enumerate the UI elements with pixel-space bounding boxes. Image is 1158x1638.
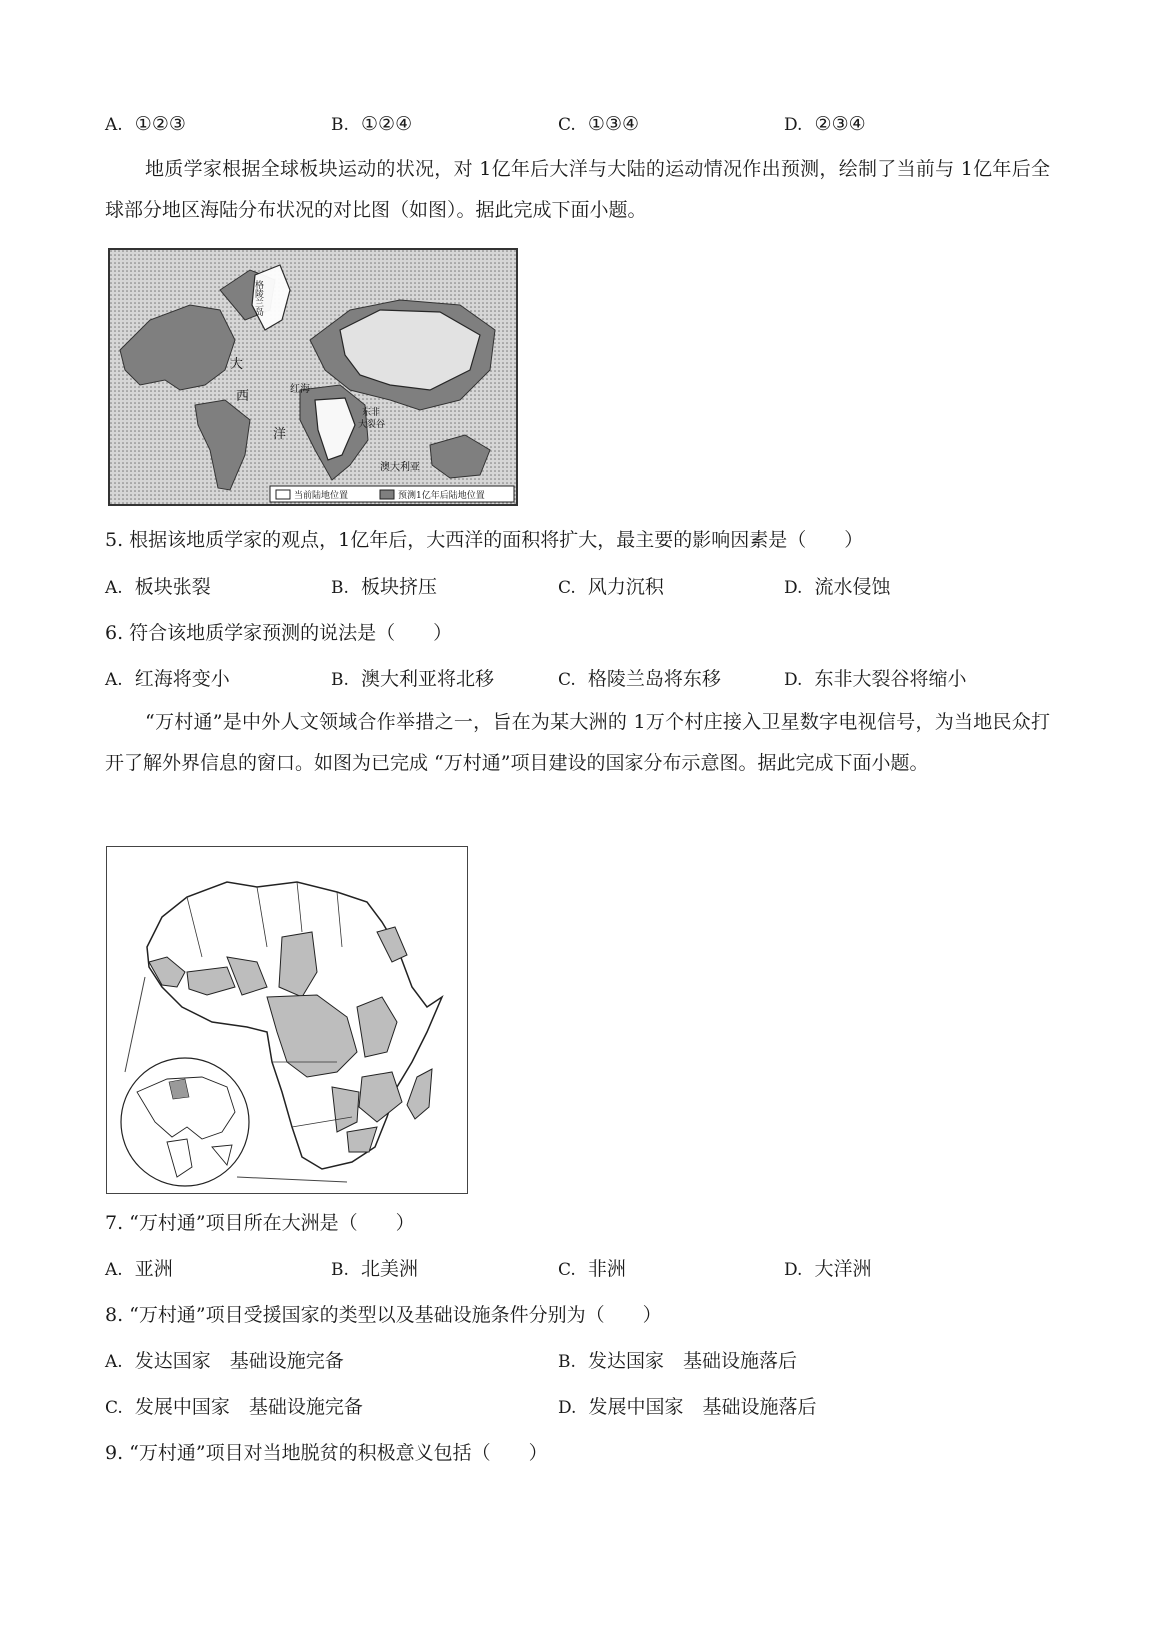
intro-paragraph-plate-tectonics: 地质学家根据全球板块运动的状况，对 1亿年后大洋与大陆的运动情况作出预测，绘制了当前与 1亿年后全球部分地区海陆分布状况的对比图（如图）。据此完成下面小题。 (105, 158, 1050, 221)
label-red-sea: 红海 (290, 384, 310, 395)
q4-option-b: B. ①②④ (331, 113, 413, 135)
label-atlantic-3: 洋 (273, 427, 287, 442)
q5-option-a: A. 板块张裂 (105, 576, 211, 598)
q4-option-a: A. ①②③ (105, 113, 186, 135)
q6-option-b: B. 澳大利亚将北移 (331, 668, 495, 690)
q6-option-c: C. 格陵兰岛将东移 (558, 668, 721, 690)
q6-stem: 6. 符合该地质学家预测的说法是（ ） (105, 622, 453, 644)
label-rift-1: 东非 (362, 408, 381, 418)
label-atlantic-2: 西 (236, 389, 250, 404)
q5-option-d: D. 流水侵蚀 (784, 576, 891, 598)
q4-option-d: D. ②③④ (784, 113, 866, 135)
q8-option-d: D. 发展中国家 基础设施落后 (558, 1396, 817, 1418)
label-atlantic-1: 大 (230, 357, 244, 372)
q9-stem: 9. “万村通”项目对当地脱贫的积极意义包括（ ） (105, 1442, 548, 1464)
world-map-figure (108, 248, 518, 506)
q7-option-c: C. 非洲 (558, 1258, 626, 1280)
q7-option-a: A. 亚洲 (105, 1258, 173, 1280)
q8-option-a: A. 发达国家 基础设施完备 (105, 1350, 344, 1372)
q7-stem: 7. “万村通”项目所在大洲是（ ） (105, 1212, 415, 1234)
intro-paragraph-wancuntong: “万村通”是中外人文领域合作举措之一，旨在为某大洲的 1万个村庄接入卫星数字电视信号，为当地民众打开了解外界信息的窗口。如图为已完成 “万村通”项目建设的国家分布示意图。据此完成下面小题。 (105, 711, 1050, 774)
q5-option-c: C. 风力沉积 (558, 576, 664, 598)
africa-project-map-figure (106, 846, 468, 1194)
q5-option-b: B. 板块挤压 (331, 576, 438, 598)
map1-legend (270, 486, 514, 502)
q8-stem: 8. “万村通”项目受援国家的类型以及基础设施条件分别为（ ） (105, 1304, 662, 1326)
q6-option-a: A. 红海将变小 (105, 668, 230, 690)
q8-option-c: C. 发展中国家 基础设施完备 (105, 1396, 363, 1418)
q4-option-c: C. ①③④ (558, 113, 640, 135)
label-greenland: 格陵兰岛 (253, 280, 263, 316)
label-rift-2: 大裂谷 (358, 420, 386, 430)
q5-stem: 5. 根据该地质学家的观点，1亿年后，大西洋的面积将扩大，最主要的影响因素是（ ） (105, 529, 864, 551)
legend-current: 当前陆地位置 (294, 491, 349, 501)
q7-option-d: D. 大洋洲 (784, 1258, 872, 1280)
q8-option-b: B. 发达国家 基础设施落后 (558, 1350, 798, 1372)
q6-option-d: D. 东非大裂谷将缩小 (784, 668, 967, 690)
label-australia: 澳大利亚 (380, 462, 420, 473)
q7-option-b: B. 北美洲 (331, 1258, 419, 1280)
legend-future: 预测1亿年后陆地位置 (398, 491, 485, 501)
